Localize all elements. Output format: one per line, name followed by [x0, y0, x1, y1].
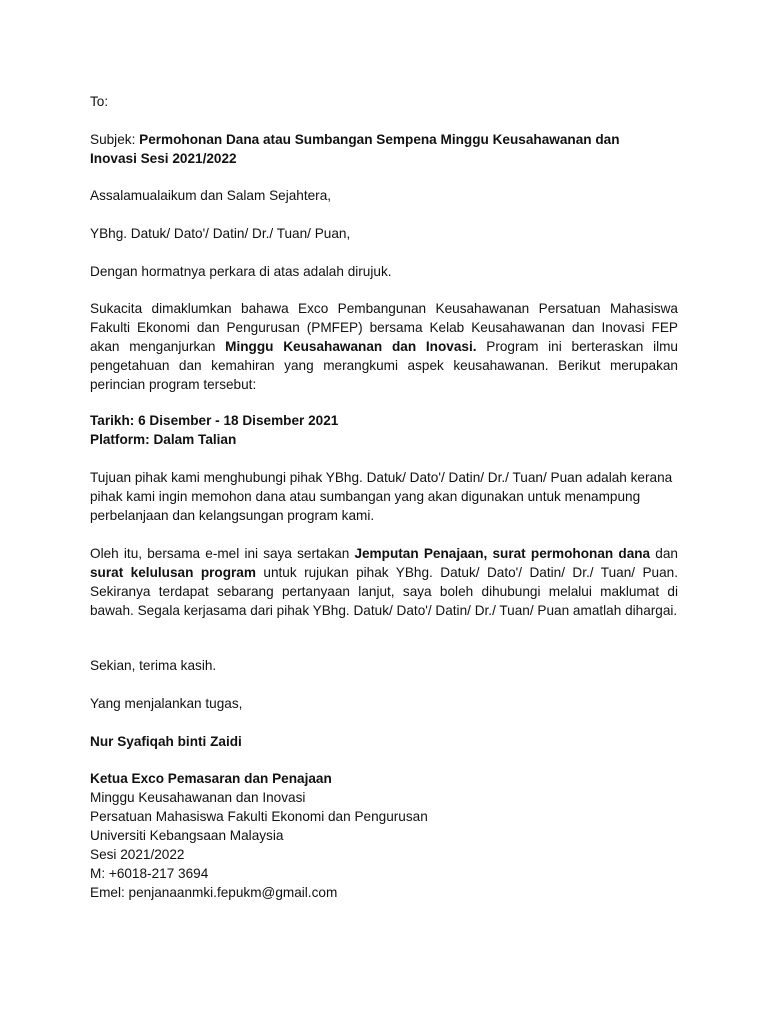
signature-line: Minggu Keusahawanan dan Inovasi	[90, 790, 306, 805]
paragraph-attachments-text-3: untuk rujukan pihak YBhg. Datuk/ Dato'/ Datin/ Dr./ Tuan/ Puan. Sekiranya terdapat sebarang pertanyaan lanjut, saya boleh dihubungi melalui maklumat di bawah. Segala kerjasama dari pihak YBhg. Datuk/ Dato'/ Datin/ Dr./ Tuan/ Puan amatlah dihargai.	[90, 565, 678, 618]
signature-block	[90, 769, 678, 902]
paragraph-program-text-1: Sukacita dimaklumkan bahawa Exco Pembangunan Keusahawanan Persatuan Mahasiswa Fakulti Ekonomi dan Pengurusan (PMFEP) bersama Kelab Keusahawanan dan Inovasi FEP akan menganjurkan	[90, 301, 678, 354]
signature-line: Persatuan Mahasiswa Fakulti Ekonomi dan Pengurusan	[90, 809, 428, 824]
salutation: YBhg. Datuk/ Dato'/ Datin/ Dr./ Tuan/ Puan,	[90, 226, 351, 241]
attachment-approval: surat kelulusan program	[90, 565, 256, 580]
closing-line: Sekian, terima kasih.	[90, 658, 217, 673]
paragraph-attachments-text-1: Oleh itu, bersama e-mel ini saya sertakan	[90, 546, 355, 561]
signatory-name-text: Nur Syafiqah binti Zaidi	[90, 734, 242, 749]
signature-line: Sesi 2021/2022	[90, 847, 185, 862]
to-line: To:	[90, 94, 109, 109]
program-date: Tarikh: 6 Disember - 18 Disember 2021	[90, 413, 339, 428]
subject-line-2: Inovasi Sesi 2021/2022	[90, 151, 237, 166]
signatory-title: Ketua Exco Pemasaran dan Penajaan	[90, 771, 332, 786]
paragraph-purpose: Tujuan pihak kami menghubungi pihak YBhg. Datuk/ Dato'/ Datin/ Dr./ Tuan/ Puan adalah kerana pihak kami ingin memohon dana atau sumbangan yang akan digunakan untuk menampung perbelanjaan dan kelangsungan program kami.	[90, 470, 673, 523]
paragraph-program	[90, 299, 678, 394]
duty-line: Yang menjalankan tugas,	[90, 696, 243, 711]
paragraph-attachments-text-2: dan	[650, 546, 678, 561]
paragraph-attachments	[90, 544, 678, 620]
signatory-name	[90, 732, 678, 751]
intro-line: Dengan hormatnya perkara di atas adalah dirujuk.	[90, 264, 392, 279]
subject-line-1: Permohonan Dana atau Sumbangan Sempena Minggu Keusahawanan dan	[139, 132, 620, 147]
signature-email: Emel: penjanaanmki.fepukm@gmail.com	[90, 885, 338, 900]
subject-label: Subjek:	[90, 132, 140, 147]
greeting: Assalamualaikum dan Salam Sejahtera,	[90, 188, 332, 203]
program-name: Minggu Keusahawanan dan Inovasi.	[225, 339, 477, 354]
subject	[90, 130, 678, 168]
signature-line: Universiti Kebangsaan Malaysia	[90, 828, 284, 843]
program-details	[90, 411, 678, 449]
paragraph-program-text-2: Program ini berteraskan ilmu pengetahuan dan kemahiran yang merangkumi aspek keusahawanan. Berikut merupakan perincian program tersebut:	[90, 339, 678, 392]
program-platform: Platform: Dalam Talian	[90, 432, 237, 447]
attachment-invitation: Jemputan Penajaan, surat permohonan dana	[354, 546, 651, 561]
signature-phone: M: +6018-217 3694	[90, 866, 209, 881]
